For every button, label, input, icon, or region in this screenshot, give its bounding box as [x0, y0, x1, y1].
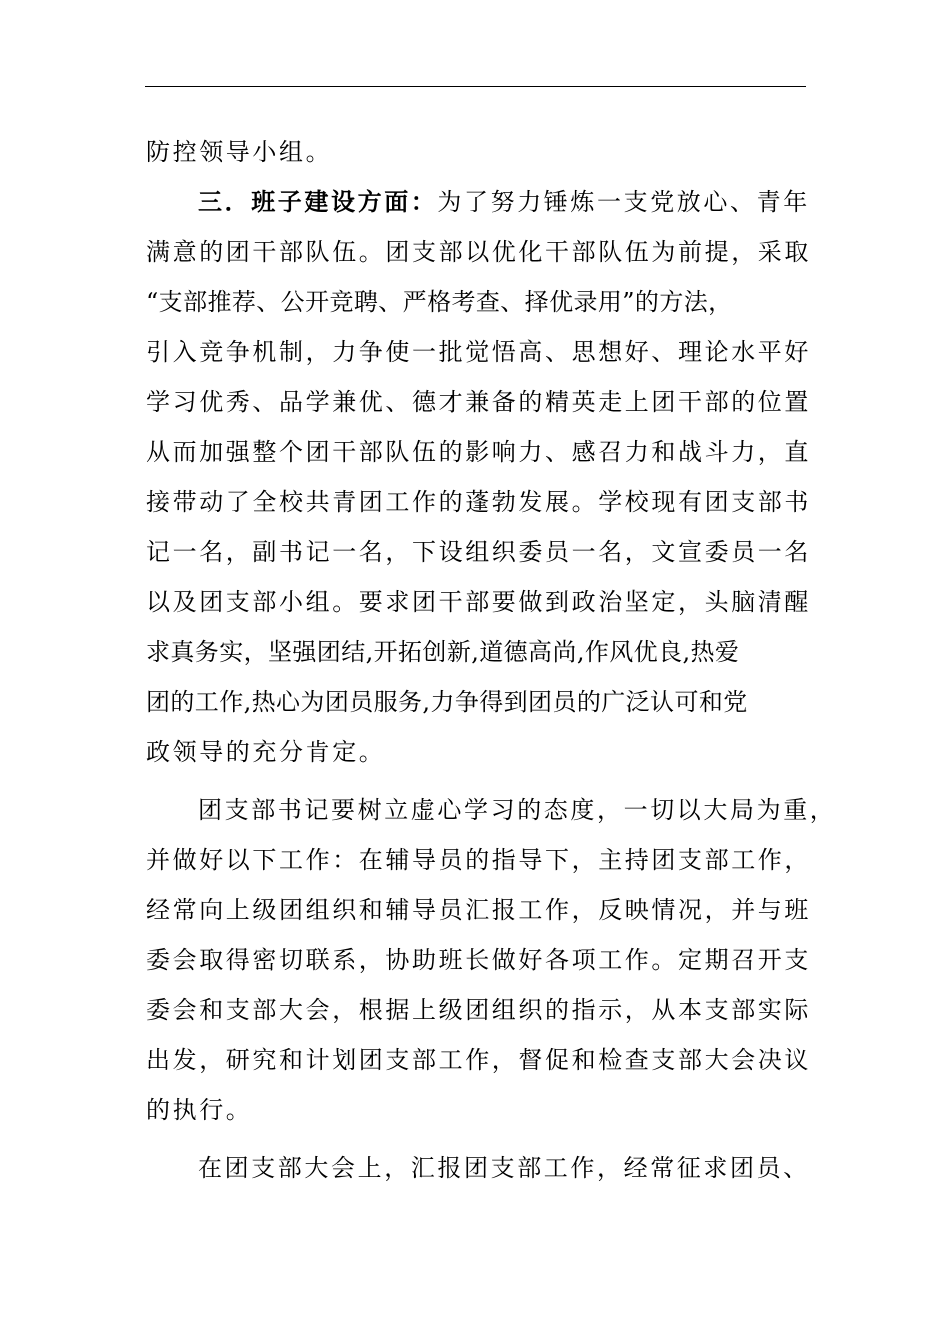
text-line: 经常向上级团组织和辅导员汇报工作，反映情况，并与班 [146, 896, 811, 924]
text-line: 满意的团干部队伍。团支部以优化干部队伍为前提，采取 [146, 238, 811, 266]
text-line: 学习优秀、品学兼优、德才兼备的精英走上团干部的位置 [146, 388, 811, 416]
text-line: 从而加强整个团干部队伍的影响力、感召力和战斗力，直 [146, 438, 811, 466]
text-line: 求真务实，坚强团结,开拓创新,道德高尚,作风优良,热爱 [146, 638, 740, 666]
text-line: 引入竞争机制，力争使一批觉悟高、思想好、理论水平好 [146, 338, 811, 366]
text-line: 接带动了全校共青团工作的蓬勃发展。学校现有团支部书 [146, 488, 811, 516]
header-rule [145, 86, 806, 87]
body-text [146, 127, 846, 1193]
text-line: 防控领导小组。 [146, 138, 333, 166]
text-line: 并做好以下工作：在辅导员的指导下，主持团支部工作， [146, 846, 811, 874]
text-line: 的执行。 [146, 1096, 253, 1124]
text-line: 以及团支部小组。要求团干部要做到政治坚定，头脑清醒 [146, 588, 811, 616]
paragraph-gap [146, 1135, 846, 1143]
text-line: 团的工作,热心为团员服务,力争得到团员的广泛认可和党 [146, 688, 748, 716]
text-line: 团支部书记要树立虚心学习的态度，一切以大局为重， [198, 796, 837, 824]
section-paragraph-first-line [146, 177, 846, 227]
text-line: 出发，研究和计划团支部工作，督促和检查支部大会决议 [146, 1046, 811, 1074]
text-line: 政领导的充分肯定。 [146, 738, 386, 766]
text-line: 委会取得密切联系，协助班长做好各项工作。定期召开支 [146, 946, 811, 974]
paragraph-gap [146, 777, 846, 785]
section-heading: 三．班子建设方面： [198, 187, 438, 216]
text-line: “支部推荐、公开竞聘、严格考查、择优录用”的方法， [146, 288, 733, 316]
text-line: 委会和支部大会，根据上级团组织的指示，从本支部实际 [146, 996, 811, 1024]
text-line: 记一名，副书记一名，下设组织委员一名，文宣委员一名 [146, 538, 811, 566]
text-line: 为了努力锤炼一支党放心、青年 [437, 188, 810, 216]
text-line: 在团支部大会上，汇报团支部工作，经常征求团员、 [198, 1154, 810, 1182]
